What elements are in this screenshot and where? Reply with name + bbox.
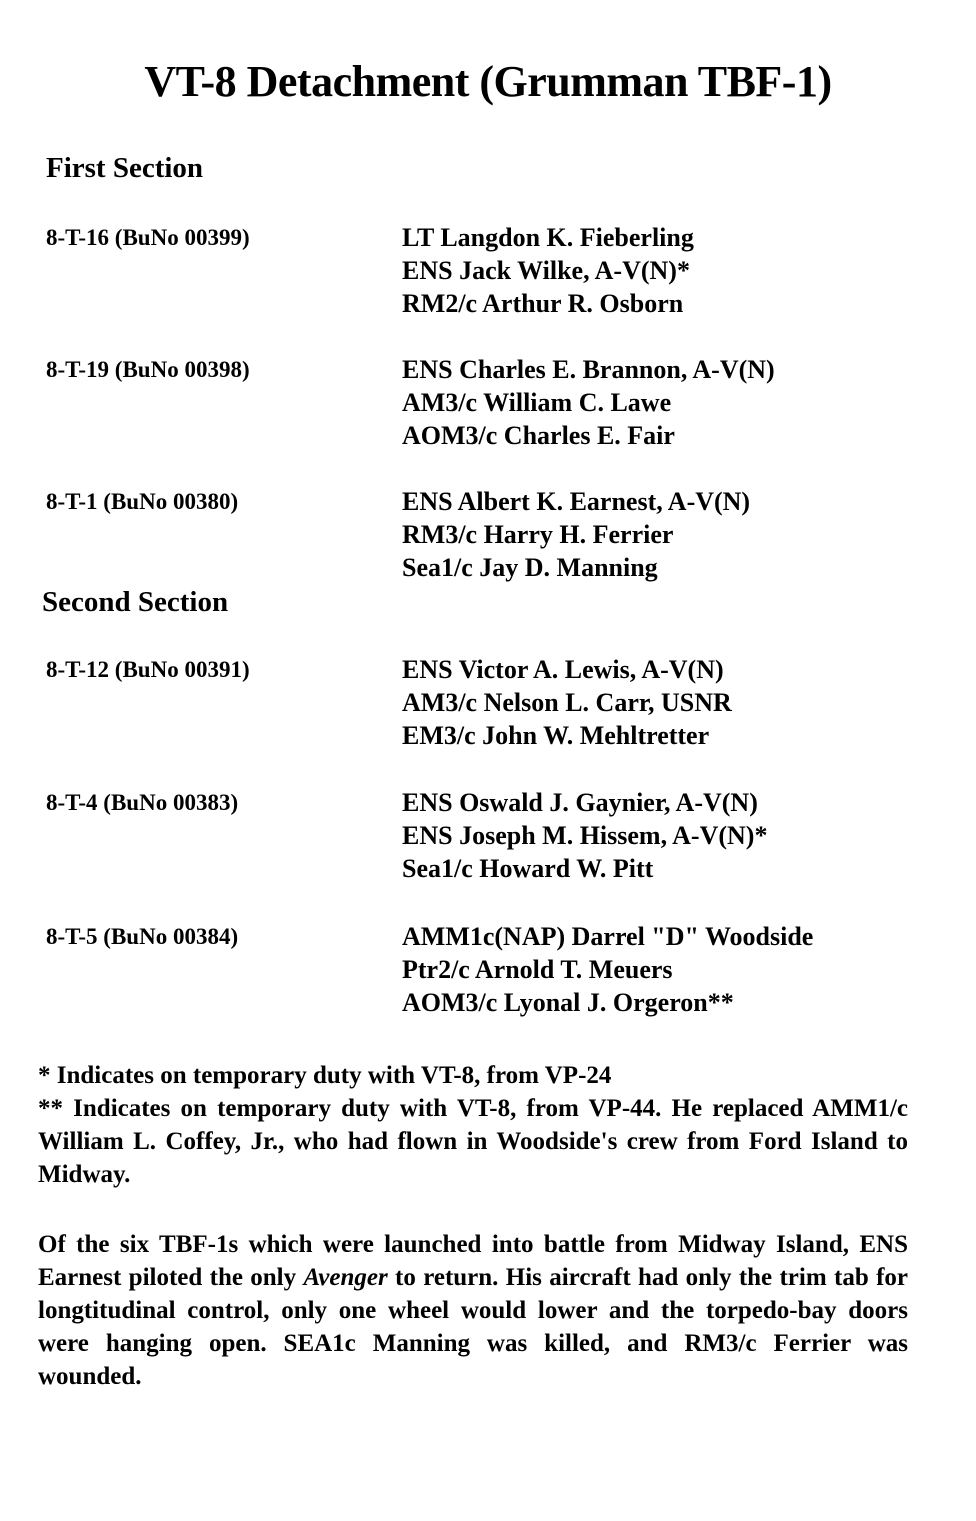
crew-member: ENS Oswald J. Gaynier, A-V(N) — [402, 788, 758, 817]
paragraph-text-end: to return. His aircraft had only the trim tab for longtitudinal control, only one wheel would lower and the torpedo-bay doors were hanging open. SEA1c Manning was killed, and RM3/c Ferrier was wounded. — [38, 1264, 908, 1390]
section-heading-first: First Section — [46, 152, 204, 184]
crew-list — [402, 653, 732, 752]
crew-member: ENS Albert K. Earnest, A-V(N) — [402, 487, 751, 516]
crew-member: Ptr2/c Arnold T. Meuers — [402, 955, 673, 984]
crew-member: LT Langdon K. Fieberling — [402, 223, 694, 252]
crew-member: AM3/c William C. Lawe — [402, 388, 672, 417]
crew-list — [402, 353, 775, 452]
crew-member: Sea1/c Howard W. Pitt — [402, 854, 654, 883]
aircraft-id: 8-T-5 (BuNo 00384) — [46, 924, 239, 949]
crew-member: Sea1/c Jay D. Manning — [402, 553, 658, 582]
crew-member: ENS Victor A. Lewis, A-V(N) — [402, 655, 724, 684]
crew-list — [402, 485, 750, 584]
crew-member: ENS Charles E. Brannon, A-V(N) — [402, 355, 775, 384]
aircraft-id: 8-T-19 (BuNo 00398) — [46, 357, 250, 382]
crew-member: ENS Jack Wilke, A-V(N)* — [402, 256, 690, 285]
crew-member: EM3/c John W. Mehltretter — [402, 721, 710, 750]
paragraph-italic-aircraft-name: Avenger — [303, 1264, 388, 1291]
crew-member: AOM3/c Lyonal J. Orgeron** — [402, 988, 734, 1017]
crew-member: AMM1c(NAP) Darrel "D" Woodside — [402, 922, 814, 951]
footnote-double-asterisk: ** Indicates on temporary duty with VT-8, from VP-44. He replaced AMM1/c William L. Coffey, Jr., who had flown in Woodside's crew from Ford Island to Midway. — [38, 1095, 908, 1188]
crew-member: ENS Joseph M. Hissem, A-V(N)* — [402, 821, 768, 850]
crew-member: RM2/c Arthur R. Osborn — [402, 289, 684, 318]
aircraft-id: 8-T-12 (BuNo 00391) — [46, 657, 250, 682]
crew-member: AOM3/c Charles E. Fair — [402, 421, 675, 450]
aircraft-id: 8-T-4 (BuNo 00383) — [46, 790, 239, 815]
aircraft-id: 8-T-1 (BuNo 00380) — [46, 489, 239, 514]
page-title: VT-8 Detachment (Grumman TBF-1) — [144, 57, 832, 106]
aircraft-id: 8-T-16 (BuNo 00399) — [46, 225, 250, 250]
section-heading-second: Second Section — [42, 586, 229, 618]
paragraph-text-start: Of the six TBF-1s which were launched into battle from Midway Island, ENS Earnest piloted the only — [38, 1231, 908, 1291]
footnote-single-asterisk: * Indicates on temporary duty with VT-8, from VP-24 — [38, 1062, 612, 1089]
crew-list — [402, 920, 813, 1019]
crew-member: RM3/c Harry H. Ferrier — [402, 520, 674, 549]
closing-paragraph — [38, 1228, 908, 1393]
crew-member: AM3/c Nelson L. Carr, USNR — [402, 688, 732, 717]
crew-list — [402, 221, 694, 320]
crew-list — [402, 786, 767, 885]
